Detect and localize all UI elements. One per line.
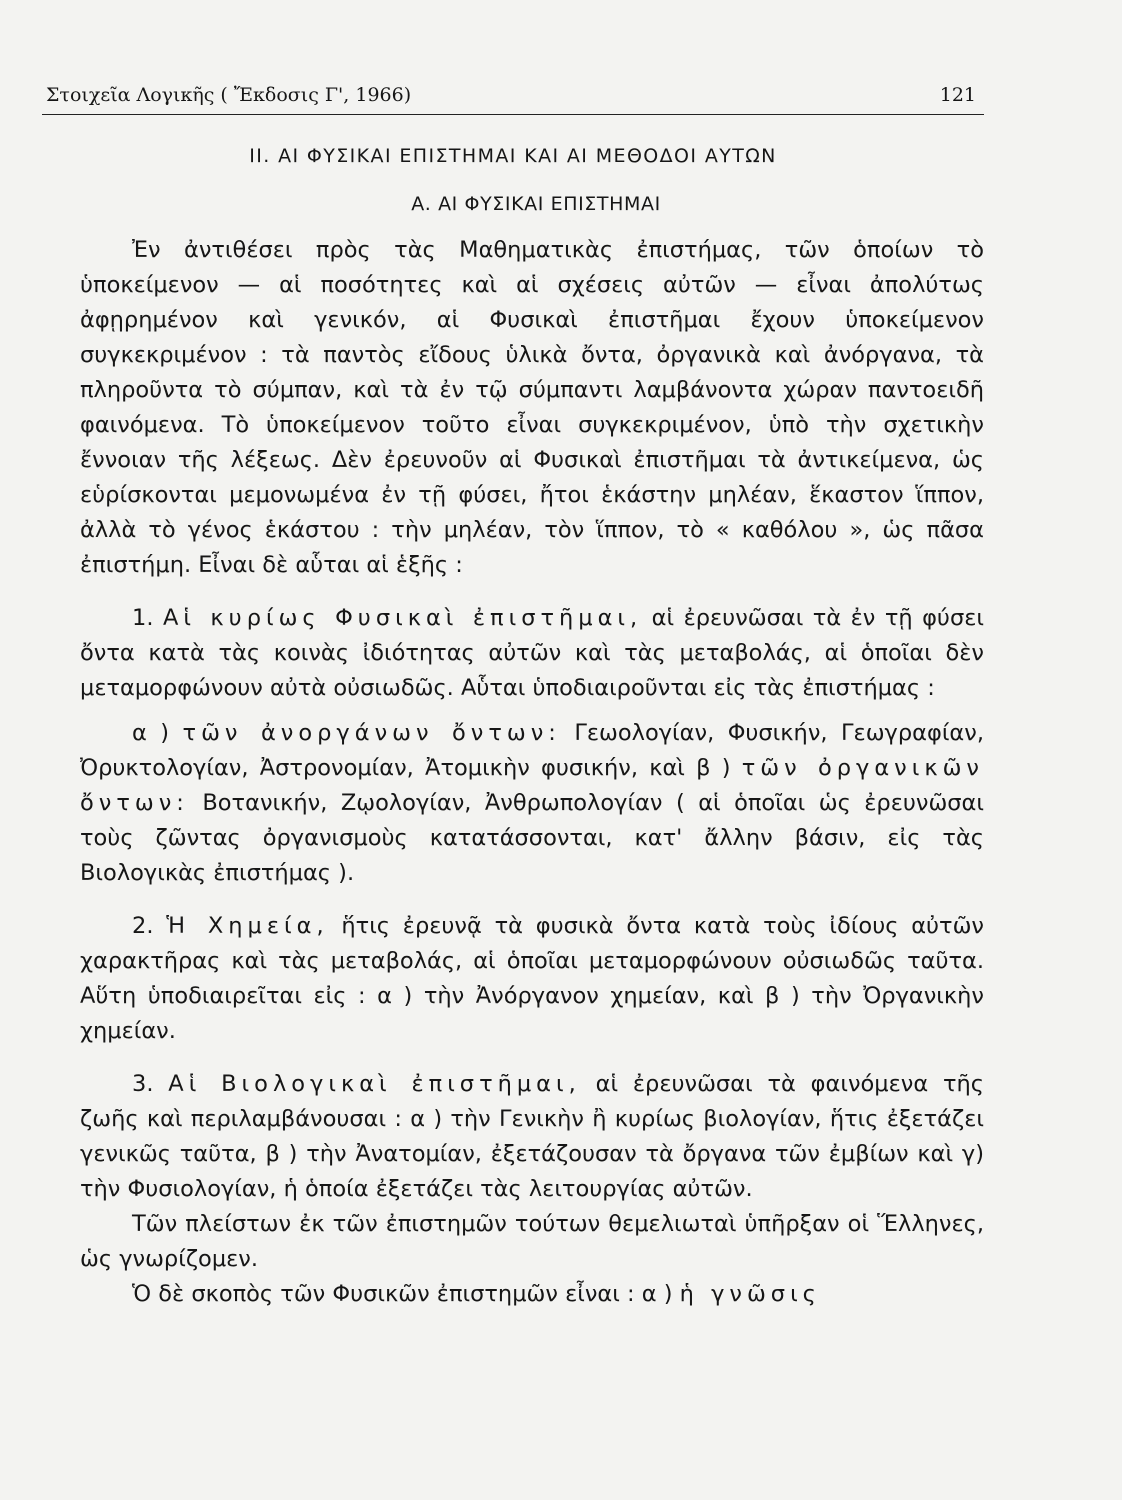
aim-paragraph bbox=[80, 1277, 984, 1312]
item-text: αἱ ἐρευνῶσαι τὰ φαινόμενα τῆς ζωῆς καὶ περιλαμβάνουσαι : α ) τὴν Γενικὴν ἢ κυρίως βιολογίαν, ἥτις ἐξετάζει γενικῶς ταῦτα, β ) τὴν Ἀνατομίαν, ἐξετάζουσαν τὰ ὄργανα τῶν ἐμβίων καὶ γ) τὴν Φυσιολογίαν, ἡ ὁποία ἐξετάζει τὰς λειτουργίας αὐτῶν. bbox=[80, 1071, 984, 1202]
page-number: 121 bbox=[939, 84, 976, 106]
subitem-label: β ) bbox=[696, 755, 731, 781]
item-term: Αἱ Βιολογικαὶ ἐπιστῆμαι, bbox=[168, 1071, 581, 1097]
item-text: ἥτις ἐρευνᾷ τὰ φυσικὰ ὄντα κατὰ τοὺς ἰδίους αὐτῶν χαρακτῆρας καὶ τὰς μεταβολάς, αἱ ὁποῖαι μεταμορφώνουν οὐσιωδῶς ταῦτα. Αὕτη ὑποδιαιρεῖται εἰς : α ) τὴν Ἀνόργανον χημείαν, καὶ β ) τὴν Ὀργανικὴν χημείαν. bbox=[80, 913, 985, 1044]
aim-term: ἡ γνῶσις bbox=[679, 1281, 821, 1307]
subitem-label: α ) bbox=[132, 720, 170, 746]
body-text bbox=[42, 233, 984, 1312]
item-natural-sciences bbox=[80, 601, 984, 706]
item-number: 3. bbox=[132, 1071, 154, 1097]
subitem-text: Βοτανικήν, Ζῳολογίαν, Ἀνθρωπολογίαν ( αἱ ὁποῖαι ὡς ἐρευνῶσαι τοὺς ζῶντας ὀργανισμοὺς κατατάσσονται, κατ' ἄλλην βάσιν, εἰς τὰς Βιολογικὰς ἐπιστήμας ). bbox=[80, 790, 984, 886]
subitem-text: Γεωολογίαν, Φυσικήν, Γεωγραφίαν, Ὀρυκτολογίαν, Ἀστρονομίαν, Ἀτομικὴν φυσικήν, καὶ bbox=[80, 720, 984, 781]
subitem-term: τῶν ὀργανικῶν ὄντων: bbox=[80, 755, 984, 816]
aim-text: Ὁ δὲ σκοπὸς τῶν Φυσικῶν ἐπιστημῶν εἶναι : α ) bbox=[132, 1281, 673, 1307]
item-term: Αἱ κυρίως Φυσικαὶ ἐπιστῆμαι, bbox=[162, 605, 643, 631]
item-number: 1. bbox=[132, 605, 154, 631]
subitem-inorganic bbox=[80, 716, 984, 891]
book-title: Στοιχεῖα Λογικῆς ( Ἔκδοσις Γ', 1966) bbox=[46, 84, 412, 106]
intro-paragraph: Ἐν ἀντιθέσει πρὸς τὰς Μαθηματικὰς ἐπιστήμας, τῶν ὁποίων τὸ ὑποκείμενον — αἱ ποσότητες καὶ αἱ σχέσεις αὐτῶν — εἶναι ἀπολύτως ἀφῃρημένον καὶ γενικόν, αἱ Φυσικαὶ ἐπιστῆμαι ἔχουν ὑποκείμενον συγκεκριμένον : τὰ παντὸς εἴδους ὑλικὰ ὄντα, ὀργανικὰ καὶ ἀνόργανα, τὰ πληροῦντα τὸ σύμπαν, καὶ τὰ ἐν τῷ σύμπαντι λαμβάνοντα χώραν παντοειδῆ φαινόμενα. Τὸ ὑποκείμενον τοῦτο εἶναι συγκεκριμένον, ὑπὸ τὴν σχετικὴν ἔννοιαν τῆς λέξεως. Δὲν ἐρευνοῦν αἱ Φυσικαὶ ἐπιστῆμαι τὰ ἀντικείμενα, ὡς εὑρίσκονται μεμονωμένα ἐν τῇ φύσει, ἤτοι ἑκάστην μηλέαν, ἕκαστον ἵππον, ἀλλὰ τὸ γένος ἑκάστου : τὴν μηλέαν, τὸν ἵππον, τὸ « καθόλου », ὡς πᾶσα ἐπιστήμη. Εἶναι δὲ αὗται αἱ ἑξῆς : bbox=[80, 237, 984, 578]
item-number: 2. bbox=[132, 913, 154, 939]
chapter-title: ΙΙ. ΑΙ ΦΥΣΙΚΑΙ ΕΠΙΣΤΗΜΑΙ ΚΑΙ ΑΙ ΜΕΘΟΔΟΙ ΑΥΤΩΝ bbox=[249, 145, 777, 167]
book-page bbox=[42, 84, 984, 1312]
item-term: Ἡ Χημεία, bbox=[166, 913, 329, 939]
running-header bbox=[42, 84, 984, 115]
item-biological-sciences bbox=[80, 1067, 984, 1207]
founders-paragraph: Τῶν πλείστων ἐκ τῶν ἐπιστημῶν τούτων θεμελιωταὶ ὑπῆρξαν οἱ Ἕλληνες, ὡς γνωρίζομεν. bbox=[80, 1211, 984, 1272]
section-title: Α. ΑΙ ΦΥΣΙΚΑΙ ΕΠΙΣΤΗΜΑΙ bbox=[411, 193, 661, 215]
subitem-term: τῶν ἀνοργάνων ὄντων: bbox=[182, 720, 561, 746]
item-chemistry bbox=[80, 909, 984, 1049]
item-text: αἱ ἐρευνῶσαι τὰ ἐν τῇ φύσει ὄντα κατὰ τὰς κοινὰς ἰδιότητας αὐτῶν καὶ τὰς μεταβολάς, αἱ ὁποῖαι δὲν μεταμορφώνουν αὐτὰ οὐσιωδῶς. Αὗται ὑποδιαιροῦνται εἰς τὰς ἐπιστήμας : bbox=[80, 605, 984, 701]
